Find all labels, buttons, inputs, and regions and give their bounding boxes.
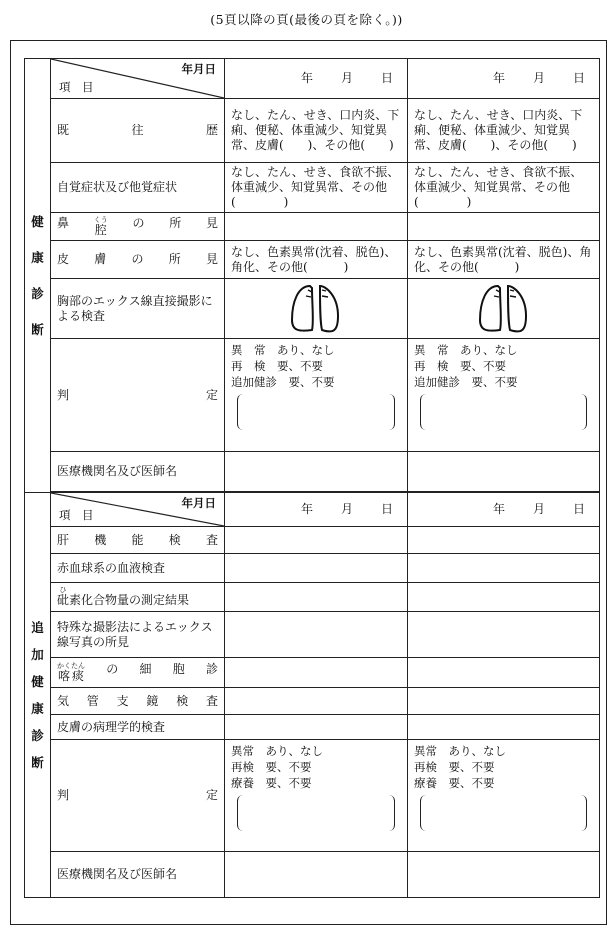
past-history-options-2[interactable]: なし、たん、せき、口内炎、下痢、便秘、体重減少、知覚異常、皮膚( )、その他( ) (408, 99, 600, 163)
bronchoscopy-field-1[interactable] (225, 688, 408, 715)
row-label-special-xray: 特殊な撮影法によるエックス線写真の所見 (51, 612, 225, 658)
header-diagonal-cell (51, 493, 225, 527)
symptoms-options-2[interactable]: なし、たん、せき、食欲不振、体重減少、知覚異常、その他( ) (408, 163, 600, 213)
section-char: 健 (31, 213, 44, 229)
section-char: 康 (31, 701, 44, 716)
row-label-institution: 医療機関名及び医師名 (51, 452, 225, 492)
date-field-4[interactable]: 年 月 日 (408, 493, 600, 527)
institution-field-1[interactable] (225, 452, 408, 492)
date-column-label: 年月日 (181, 62, 216, 76)
row-label-blood: 赤血球系の血液検査 (51, 554, 225, 583)
row-label-arsenic: 砒ひ素化合物量の測定結果 (51, 583, 225, 612)
row-label-judgment: 判 定 (51, 339, 225, 452)
sputum-field-1[interactable] (225, 658, 408, 688)
section-char: 診 (31, 728, 44, 743)
health-exam-form (24, 58, 600, 898)
row-label-nasal: 鼻 腔くう の 所 見 (51, 213, 225, 241)
special-xray-field-1[interactable] (225, 612, 408, 658)
skin-path-field-1[interactable] (225, 715, 408, 740)
health-section-label (25, 59, 51, 493)
arsenic-field-1[interactable] (225, 583, 408, 612)
bronchoscopy-field-2[interactable] (408, 688, 600, 715)
lungs-icon (231, 282, 401, 336)
judgment-field-1[interactable]: 異 常 あり、なし 再 検 要、不要 追加健診 要、不要 (225, 339, 408, 452)
judgment-comment-box[interactable] (420, 795, 587, 831)
additional-section-label (25, 493, 51, 898)
nasal-finding-1[interactable] (225, 213, 408, 241)
past-history-options-1[interactable]: なし、たん、せき、口内炎、下痢、便秘、体重減少、知覚異常、皮膚( )、その他( ) (225, 99, 408, 163)
row-label-bronchoscopy: 気 管 支 鏡 検 査 (51, 688, 225, 715)
judgment-field-2[interactable]: 異 常 あり、なし 再 検 要、不要 追加健診 要、不要 (408, 339, 600, 452)
special-xray-field-2[interactable] (408, 612, 600, 658)
judgment-comment-box[interactable] (237, 795, 395, 831)
skin-path-field-2[interactable] (408, 715, 600, 740)
liver-field-1[interactable] (225, 527, 408, 554)
section-char: 断 (31, 321, 44, 337)
item-column-label: 項 目 (59, 80, 94, 94)
section-char: 康 (31, 249, 44, 265)
judgment-comment-box[interactable] (237, 394, 395, 430)
row-label-institution: 医療機関名及び医師名 (51, 852, 225, 898)
skin-options-1[interactable]: なし、色素異常(沈着、脱色)、角化、その他( ) (225, 241, 408, 279)
blood-field-2[interactable] (408, 554, 600, 583)
chest-xray-diagram-2[interactable] (408, 279, 600, 339)
row-label-past-history: 既 往 歴 (51, 99, 225, 163)
date-field-1[interactable]: 年 月 日 (225, 59, 408, 99)
date-field-2[interactable]: 年 月 日 (408, 59, 600, 99)
row-label-skin-path: 皮膚の病理学的検査 (51, 715, 225, 740)
section-char: 診 (31, 285, 44, 301)
row-label-chest-xray: 胸部のエックス線直接撮影による検査 (51, 279, 225, 339)
row-label-liver: 肝 機 能 検 査 (51, 527, 225, 554)
symptoms-options-1[interactable]: なし、たん、せき、食欲不振、体重減少、知覚異常、その他( ) (225, 163, 408, 213)
date-column-label: 年月日 (181, 496, 216, 510)
additional-judgment-field-2[interactable]: 異常 あり、なし 再検 要、不要 療養 要、不要 (408, 740, 600, 852)
date-field-3[interactable]: 年 月 日 (225, 493, 408, 527)
liver-field-2[interactable] (408, 527, 600, 554)
header-diagonal-cell (51, 59, 225, 99)
row-label-judgment: 判 定 (51, 740, 225, 852)
additional-judgment-field-1[interactable]: 異常 あり、なし 再検 要、不要 療養 要、不要 (225, 740, 408, 852)
institution-field-4[interactable] (408, 852, 600, 898)
chest-xray-diagram-1[interactable] (225, 279, 408, 339)
institution-field-3[interactable] (225, 852, 408, 898)
row-label-symptoms: 自覚症状及び他覚症状 (51, 163, 225, 213)
page-header: (5頁以降の頁(最後の頁を除く。)) (210, 12, 403, 27)
institution-field-2[interactable] (408, 452, 600, 492)
section-char: 断 (31, 755, 44, 770)
row-label-sputum: 喀痰かくたん の 細 胞 診 (51, 658, 225, 688)
lungs-icon (414, 282, 593, 336)
nasal-finding-2[interactable] (408, 213, 600, 241)
item-column-label: 項 目 (59, 508, 94, 522)
section-char: 健 (31, 674, 44, 689)
section-char: 加 (31, 647, 44, 662)
skin-options-2[interactable]: なし、色素異常(沈着、脱色)、角化、その他( ) (408, 241, 600, 279)
arsenic-field-2[interactable] (408, 583, 600, 612)
blood-field-1[interactable] (225, 554, 408, 583)
sputum-field-2[interactable] (408, 658, 600, 688)
section-char: 追 (31, 620, 44, 635)
row-label-skin: 皮 膚 の 所 見 (51, 241, 225, 279)
judgment-comment-box[interactable] (420, 394, 587, 430)
